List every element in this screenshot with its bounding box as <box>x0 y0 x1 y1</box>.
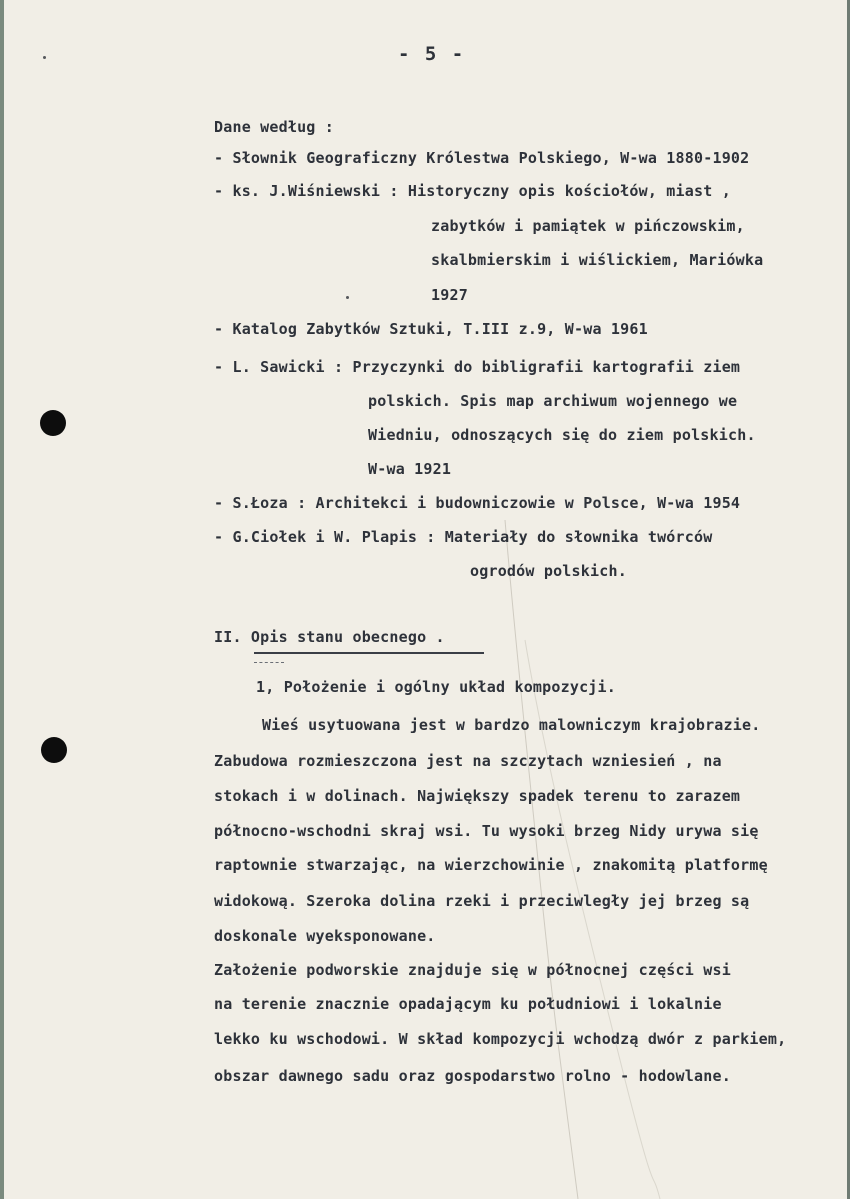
section-heading: II. Opis stanu obecnego . <box>214 628 445 646</box>
paragraph-line: doskonale wyeksponowane. <box>214 927 436 945</box>
paragraph-line: obszar dawnego sadu oraz gospodarstwo rolno - hodowlane. <box>214 1067 731 1085</box>
paragraph-line: stokach i w dolinach. Największy spadek terenu to zarazem <box>214 787 741 805</box>
paragraph-line: widokową. Szeroka dolina rzeki i przeciwległy jej brzeg są <box>214 892 750 910</box>
paragraph-line: na terenie znacznie opadającym ku południowi i lokalnie <box>214 995 722 1013</box>
source-entry-line: - S.Łoza : Architekci i budowniczowie w Polsce, W-wa 1954 <box>214 494 741 512</box>
source-entry-line: - Katalog Zabytków Sztuki, T.III z.9, W-wa 1961 <box>214 320 648 338</box>
source-entry-continuation: zabytków i pamiątek w pińczowskim, <box>431 217 745 235</box>
sources-heading: Dane według : <box>214 118 334 136</box>
subsection-heading: 1, Położenie i ogólny układ kompozycji. <box>256 678 616 696</box>
paragraph-line: Zabudowa rozmieszczona jest na szczytach wzniesień , na <box>214 752 722 770</box>
paragraph-line: północno-wschodni skraj wsi. Tu wysoki brzeg Nidy urywa się <box>214 822 759 840</box>
source-entry-continuation: 1927 <box>431 286 468 304</box>
source-entry-continuation: Wiedniu, odnoszących się do ziem polskich. <box>368 426 756 444</box>
paragraph-line: Wieś usytuowana jest w bardzo malowniczym krajobrazie. <box>262 716 761 734</box>
source-entry-continuation: skalbmierskim i wiślickiem, Mariówka <box>431 251 764 269</box>
source-entry-line: - G.Ciołek i W. Plapis : Materiały do słownika twórców <box>214 528 713 546</box>
page-number: - 5 - <box>398 43 466 65</box>
source-entry-line: - Słownik Geograficzny Królestwa Polskiego, W-wa 1880-1902 <box>214 149 750 167</box>
source-entry-continuation: ogrodów polskich. <box>470 562 627 580</box>
source-entry-line: - ks. J.Wiśniewski : Historyczny opis kościołów, miast , <box>214 182 731 200</box>
section-heading-underline <box>254 652 484 654</box>
paragraph-line: Założenie podworskie znajduje się w północnej części wsi <box>214 961 731 979</box>
paragraph-line: raptownie stwarzając, na wierzchowinie , znakomitą platformę <box>214 856 768 874</box>
source-entry-continuation: polskich. Spis map archiwum wojennego we <box>368 392 738 410</box>
section-heading-underline-mark <box>254 662 284 663</box>
paragraph-line: lekko ku wschodowi. W skład kompozycji wchodzą dwór z parkiem, <box>214 1030 787 1048</box>
source-entry-line: - L. Sawicki : Przyczynki do bibligrafii kartografii ziem <box>214 358 741 376</box>
source-entry-continuation: W-wa 1921 <box>368 460 452 478</box>
